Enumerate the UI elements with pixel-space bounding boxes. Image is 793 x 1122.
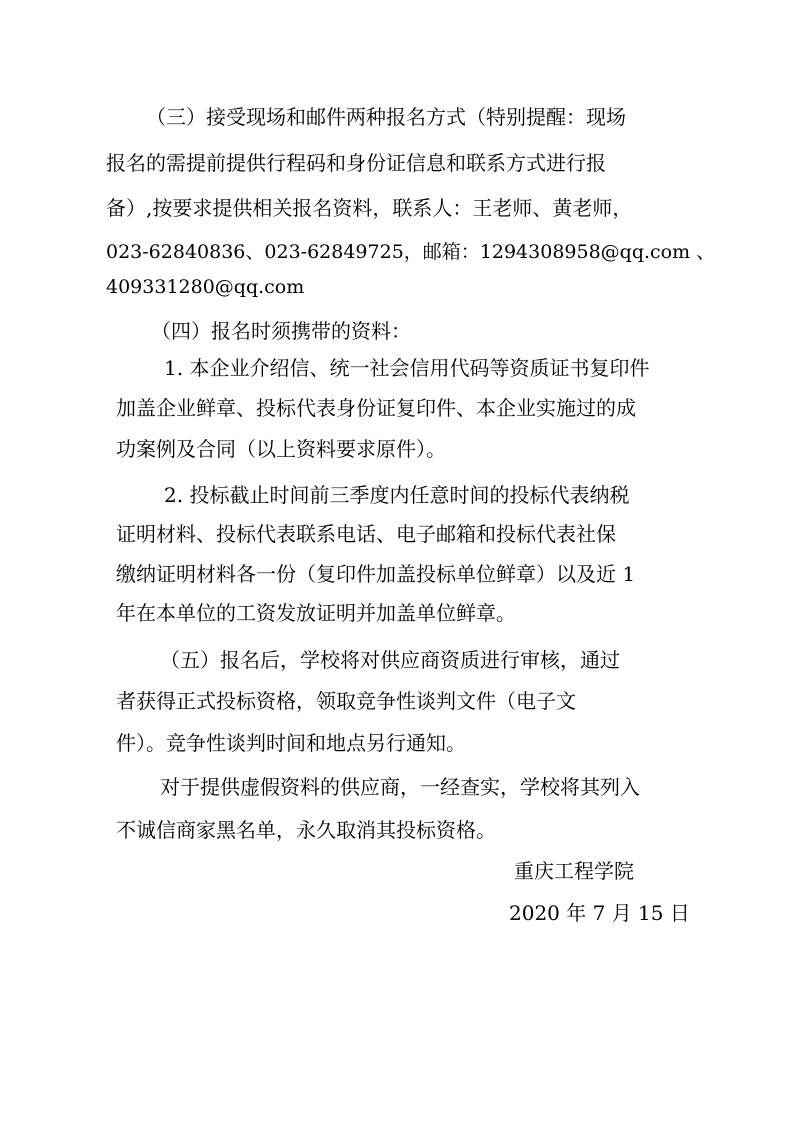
- p4-item2-line-3: 缴纳证明材料各一份（复印件加盖投标单位鲜章）以及近 1: [116, 562, 636, 586]
- p4-item2-line-1: 2. 投标截止时间前三季度内任意时间的投标代表纳税: [164, 483, 630, 507]
- p3-line-3: 备）,按要求提供相关报名资料，联系人：王老师、黄老师，: [106, 196, 633, 220]
- signature-date: 2020 年 7 月 15 日: [509, 901, 690, 925]
- p4-item2-line-2: 证明材料、投标代表联系电话、电子邮箱和投标代表社保: [116, 522, 616, 546]
- p3-line-2: 报名的需提前提供行程码和身份证信息和联系方式进行报: [106, 151, 606, 175]
- p4-item2-line-4: 年在本单位的工资发放证明并加盖单位鲜章。: [116, 601, 516, 625]
- p3-line-1: （三）接受现场和邮件两种报名方式（特别提醒：现场: [146, 105, 626, 129]
- p3-line-4: 023-62840836、023-62849725，邮箱：1294308958@qq.com 、: [106, 241, 716, 263]
- p4-item1-line-1: 1. 本企业介绍信、统一社会信用代码等资质证书复印件: [164, 356, 650, 380]
- p5-line-2: 者获得正式投标资格，领取竞争性谈判文件（电子文: [116, 689, 576, 713]
- p6-line-2: 不诚信商家黑名单，永久取消其投标资格。: [116, 818, 496, 842]
- p3-line-5: 409331280@qq.com: [106, 276, 305, 298]
- p4-item1-line-2: 加盖企业鲜章、投标代表身份证复印件、本企业实施过的成: [116, 396, 636, 420]
- p5-line-3: 件）。竞争性谈判时间和地点另行通知。: [116, 731, 466, 755]
- signature-org: 重庆工程学院: [514, 859, 634, 883]
- p4-title: （四）报名时须携带的资料：: [151, 319, 411, 343]
- p4-item1-line-3: 功案例及合同（以上资料要求原件）。: [116, 437, 446, 461]
- p5-line-1: （五）报名后，学校将对供应商资质进行审核，通过: [160, 648, 620, 672]
- p6-line-1: 对于提供虚假资料的供应商，一经查实，学校将其列入: [160, 775, 640, 799]
